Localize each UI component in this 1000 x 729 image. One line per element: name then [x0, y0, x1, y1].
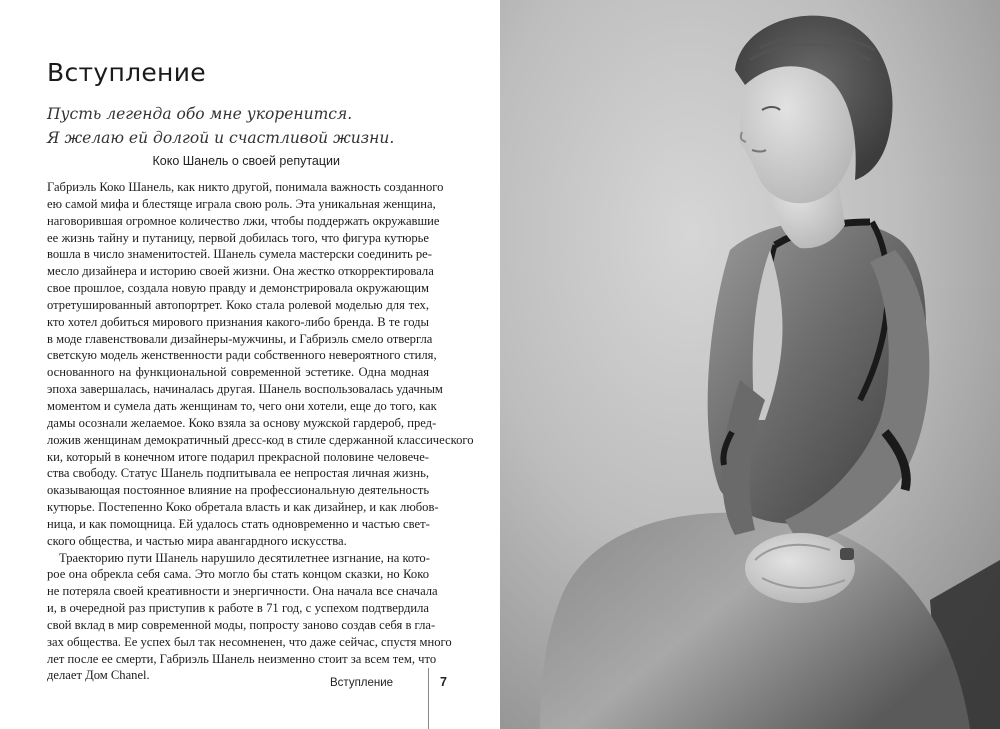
- paragraph-1: [47, 179, 474, 550]
- text-line: свое прошлое, создала новую правду и демонстрировала окружающим: [47, 281, 429, 296]
- portrait-photo: [500, 0, 1000, 729]
- text-line: кто хотел добиться мирового признания какого-либо бренда. В те годы: [47, 314, 429, 329]
- text-line: ки, который в конечном итоге подарил прекрасной половине человече-: [47, 449, 429, 464]
- text-line: делает Дом Chanel.: [47, 668, 150, 683]
- hands: [745, 533, 855, 603]
- text-line: Габриэль Коко Шанель, как никто другой, понимала важность созданного: [47, 180, 444, 194]
- text-line: зах общества. Ее успех был так несомненен, что даже сейчас, спустя много: [47, 634, 452, 649]
- text-line: ее жизнь тайну и путаницу, первой добилась того, что фигура кутюрье: [47, 230, 429, 245]
- text-line: наговорившая огромное количество лжи, чтобы поддержать окружавшие: [47, 213, 440, 228]
- text-line: эпоха завершалась, начиналась другая. Шанель воспользовалась удачным: [47, 382, 443, 397]
- text-line: Траекторию пути Шанель нарушило десятилетнее изгнание, на кото-: [59, 550, 430, 565]
- text-line: рое она обрекла себя сама. Это могло бы стать концом сказки, но Коко: [47, 567, 429, 582]
- wristwatch: [840, 548, 854, 560]
- text-line: моментом и сумела дать женщинам то, чего они хотели, еще до того, как: [47, 398, 437, 413]
- text-line: ница, и как помощница. Ей удалось стать одновременно и частью свет-: [47, 516, 430, 531]
- text-line: свой вклад в мир современной моды, попросту заново создав себя в гла-: [47, 617, 436, 632]
- text-line: дамы осознали желаемое. Коко взяла за основу мужской гардероб, пред-: [47, 415, 437, 430]
- text-line: ства свободу. Статус Шанель подпитывала ее непростая личная жизнь,: [47, 466, 429, 481]
- text-line: не потеряла своей креативности и энергичности. Она начала все сначала: [47, 584, 438, 599]
- text-line: ею самой мифа и блестяще играла свою роль. Эта уникальная женщина,: [47, 196, 436, 211]
- paragraph-2: [47, 550, 452, 685]
- footer-divider: [428, 668, 429, 729]
- page-number: 7: [440, 675, 447, 689]
- epigraph: [47, 102, 395, 170]
- text-line: светскую модель женственности ради собственного невероятного стиля,: [47, 348, 437, 363]
- epigraph-line-1: Пусть легенда обо мне укоренится.: [47, 105, 353, 123]
- text-line: основанного на функциональной современной эстетике. Одна модная: [47, 365, 429, 380]
- text-line: ложив женщинам демократичный дресс-код в стиле сдержанной классического: [47, 432, 474, 447]
- chapter-title: Вступление: [47, 58, 206, 87]
- body-text: [47, 179, 474, 684]
- text-line: ского общества, и частью мира авангардного искусства.: [47, 533, 347, 548]
- text-line: вошла в число знаменитостей. Шанель сумела мастерски соединить ре-: [47, 247, 432, 262]
- text-line: отретушированный автопортрет. Коко стала ролевой моделью для тех,: [47, 297, 429, 312]
- running-footer-label: Вступление: [330, 677, 394, 689]
- text-line: и, в очередной раз приступив к работе в 71 год, с успехом подтвердила: [47, 601, 429, 616]
- right-page: [500, 0, 1000, 729]
- epigraph-source: Коко Шанель о своей репутации: [152, 154, 340, 168]
- text-line: кутюрье. Постепенно Коко обретала власть и как дизайнер, и как любов-: [47, 500, 439, 515]
- text-line: оказывающая постоянное влияние на профессиональную деятельность: [47, 483, 430, 498]
- text-line: лет после ее смерти, Габриэль Шанель неизменно стоит за всем тем, что: [47, 651, 437, 666]
- text-line: месло дизайнера и историю своей жизни. Она жестко откорректировала: [47, 264, 434, 279]
- text-line: в моде главенствовали дизайнеры-мужчины, и Габриэль смело отвергла: [47, 331, 433, 346]
- epigraph-line-2: Я желаю ей долгой и счастливой жизни.: [47, 129, 395, 147]
